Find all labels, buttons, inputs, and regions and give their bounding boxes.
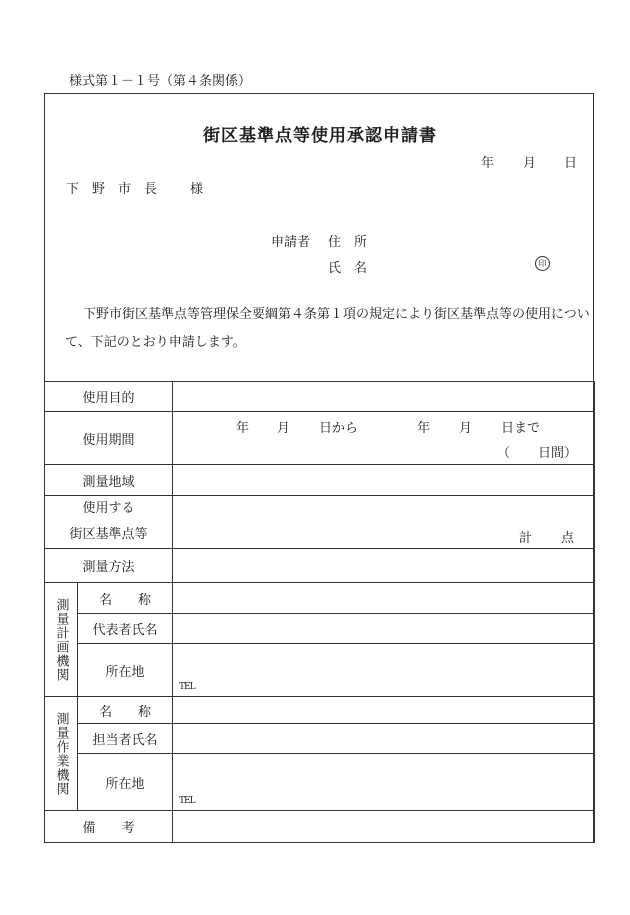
table-row	[45, 811, 595, 843]
planning-org-name-label: 名 称	[78, 583, 173, 614]
period-days-close: 日間）	[538, 446, 578, 461]
points-label-line1: 使用する	[82, 501, 135, 516]
request-statement: 下野市街区基準点等管理保全要綱第４条第１項の規定により街区基準点等の使用について、下記のとおり申請します。	[65, 307, 590, 350]
addressee-name: 下野市長	[66, 182, 171, 197]
applicant-name-label: 氏 名	[328, 261, 368, 276]
area-label: 測量地域	[45, 465, 173, 496]
planning-org-address-label: 所在地	[78, 644, 173, 697]
planning-org-label: 測量計画機関	[45, 583, 78, 697]
period-start-year: 年	[236, 421, 250, 436]
work-org-person-label: 担当者氏名	[78, 724, 173, 754]
period-end-month: 月	[459, 421, 473, 436]
table-row	[45, 465, 595, 496]
seal-mark: 印	[535, 256, 550, 271]
work-org-name-field[interactable]	[173, 697, 595, 724]
method-label: 測量方法	[45, 549, 173, 583]
remarks-field[interactable]	[173, 811, 595, 843]
points-unit: 点	[561, 531, 575, 546]
purpose-field[interactable]	[173, 382, 595, 412]
method-field[interactable]	[173, 549, 595, 583]
work-org-address-label: 所在地	[78, 754, 173, 811]
table-row	[45, 754, 595, 811]
period-days-open: （	[497, 446, 511, 461]
table-row	[45, 549, 595, 583]
points-total-label: 計	[519, 531, 533, 546]
planning-org-rep-label: 代表者氏名	[78, 614, 173, 644]
table-row	[45, 382, 595, 412]
date-day: 日	[564, 156, 578, 171]
period-end-day: 日まで	[501, 421, 541, 436]
points-label-line2: 街区基準点等	[69, 527, 148, 542]
purpose-label: 使用目的	[45, 382, 173, 412]
form-title: 街区基準点等使用承認申請書	[203, 126, 437, 146]
details-table	[44, 381, 595, 843]
applicant-label: 申請者	[271, 235, 311, 250]
table-row	[45, 496, 595, 549]
period-start-day: 日から	[319, 421, 359, 436]
work-org-name-label: 名 称	[78, 697, 173, 724]
work-org-tel-label: TEL	[179, 796, 195, 806]
remarks-label: 備 考	[45, 811, 173, 843]
table-row	[45, 644, 595, 697]
planning-org-address-field[interactable]	[173, 644, 595, 697]
area-field[interactable]	[173, 465, 595, 496]
date-year: 年	[481, 156, 495, 171]
planning-org-rep-field[interactable]	[173, 614, 595, 644]
date-month: 月	[523, 156, 537, 171]
application-form	[44, 93, 594, 843]
period-start-month: 月	[277, 421, 291, 436]
work-org-person-field[interactable]	[173, 724, 595, 754]
applicant-address-label: 住 所	[328, 235, 368, 250]
table-row	[45, 697, 595, 724]
table-row	[45, 583, 595, 614]
planning-org-name-field[interactable]	[173, 583, 595, 614]
table-row	[45, 724, 595, 754]
period-label: 使用期間	[45, 412, 173, 465]
work-org-address-field[interactable]	[173, 754, 595, 811]
form-number: 様式第１－１号（第４条関係）	[69, 74, 252, 89]
addressee-honorific: 様	[190, 182, 204, 197]
work-org-label: 測量作業機関	[45, 697, 78, 811]
planning-org-tel-label: TEL	[179, 682, 195, 692]
points-field[interactable]	[173, 496, 595, 549]
period-end-year: 年	[417, 421, 431, 436]
table-row	[45, 614, 595, 644]
period-field[interactable]	[173, 412, 595, 465]
table-row	[45, 412, 595, 465]
